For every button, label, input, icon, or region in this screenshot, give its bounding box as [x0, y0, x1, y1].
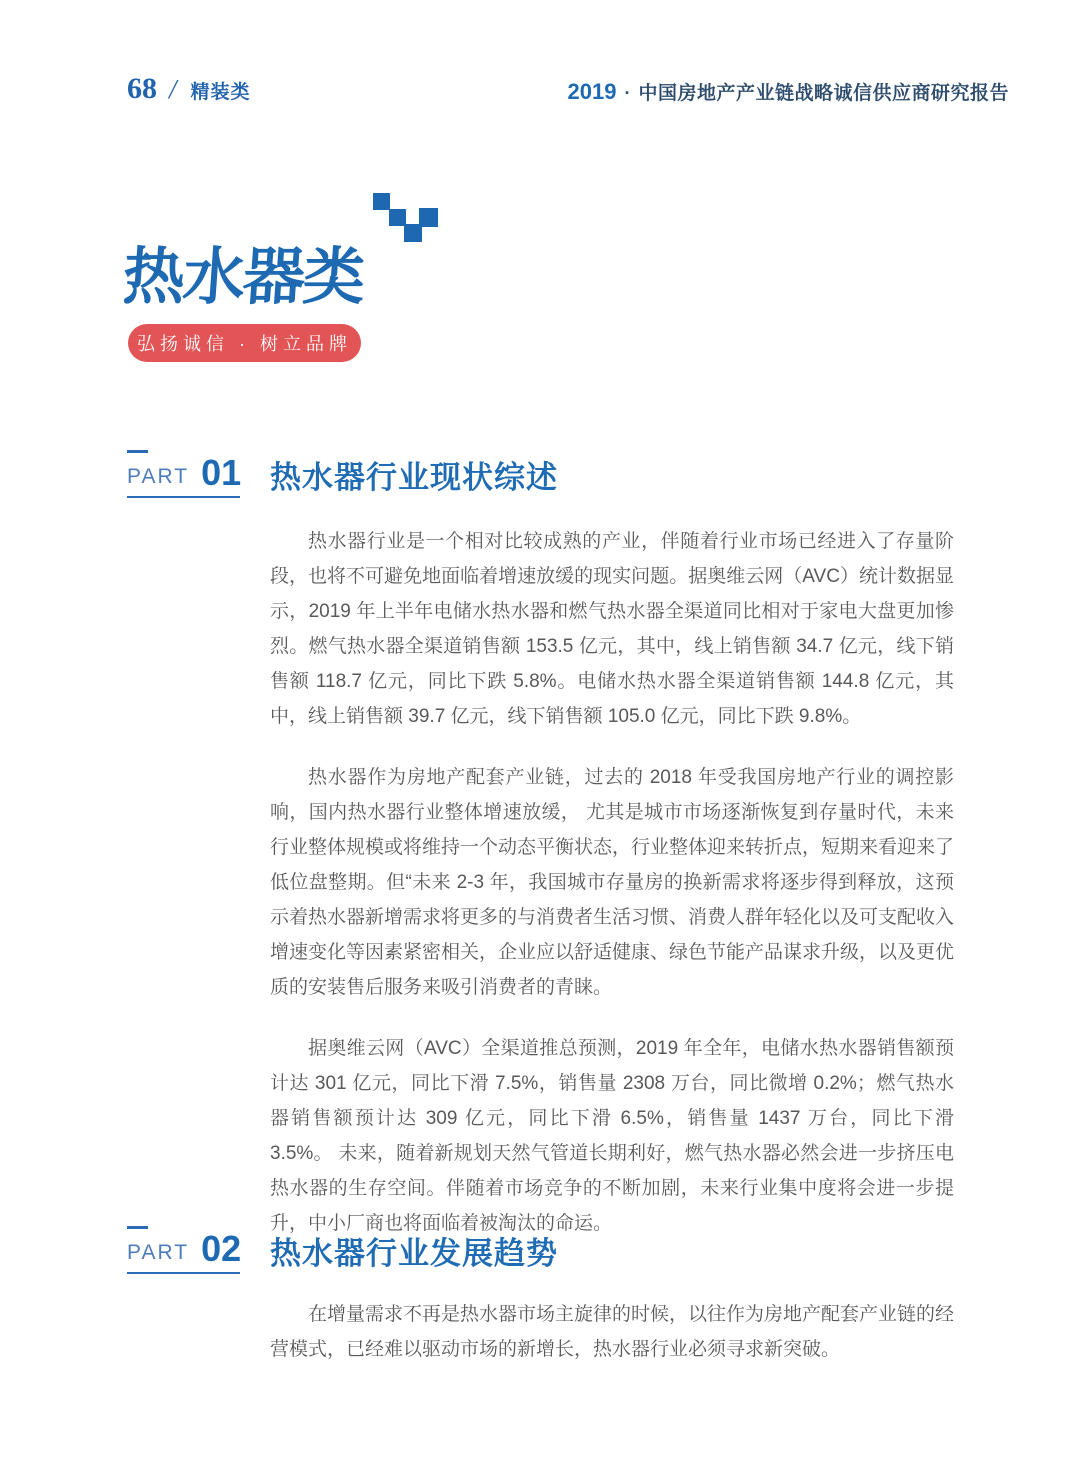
slogan-badge: 弘扬诚信 · 树立品牌 [128, 324, 361, 362]
header-year: 2019 [567, 79, 617, 104]
report-title: 中国房地产产业链战略诚信供应商研究报告 [638, 83, 1009, 104]
section-1-body [270, 524, 954, 1241]
logo-square [373, 193, 390, 210]
part-number: 01 [201, 452, 242, 493]
section-1-title: 热水器行业现状综述 [270, 460, 558, 495]
part-02-label [127, 1226, 240, 1274]
tick-line [127, 1226, 148, 1229]
part-01-label [127, 450, 240, 498]
paragraph: 在增量需求不再是热水器市场主旋律的时候，以往作为房地产配套产业链的经营模式，已经难以驱动市场的新增长，热水器行业必须寻求新突破。 [270, 1304, 955, 1360]
paragraph: 据奥维云网（AVC）全渠道推总预测，2019 年全年，电储水热水器销售额预计达 301 亿元，同比下滑 7.5%，销售量 2308 万台，同比微增 0.2%；燃气热水器销售额预计达 309 亿元，同比下滑 6.5%，销售量 1437 万台，同比下滑 3.5%。 未来，随着新规划天然气管道长期利好，燃气热水器必然会进一步挤压电热水器的生存空间。伴随着市场竞争的不断加剧，未来行业集中度将会进一步提升，中小厂商也将面临着被淘汰的命运。 [270, 1038, 954, 1234]
header-left [127, 72, 251, 106]
header-dot-separator: · [624, 83, 631, 103]
category-title: 热水器类 [120, 243, 366, 312]
page-number: 68 [127, 72, 157, 105]
part-word: PART [127, 464, 190, 488]
underline [127, 496, 240, 498]
paragraph: 热水器作为房地产配套产业链，过去的 2018 年受我国房地产行业的调控影响，国内热水器行业整体增速放缓， 尤其是城市市场逐渐恢复到存量时代，未来行业整体规模或将维持一个动态平衡状态，行业整体迎来转折点，短期来看迎来了低位盘整期。但“未来 2-3 年，我国城市存量房的换新需求将逐步得到释放，这预示着热水器新增需求将更多的与消费者生活习惯、消费人群年轻化以及可支配收入增速变化等因素紧密相关，企业应以舒适健康、绿色节能产品谋求升级，以及更优质的安装售后服务来吸引消费者的青睐。 [270, 767, 955, 998]
logo-square [419, 208, 438, 227]
header-slash: / [169, 74, 177, 104]
section-2-title: 热水器行业发展趋势 [270, 1236, 558, 1271]
part-number: 02 [201, 1228, 242, 1269]
underline [127, 1272, 240, 1274]
paragraph: 热水器行业是一个相对比较成熟的产业，伴随着行业市场已经进入了存量阶段，也将不可避免地面临着增速放缓的现实问题。据奥维云网（AVC）统计数据显示，2019 年上半年电储水热水器和燃气热水器全渠道同比相对于家电大盘更加惨烈。燃气热水器全渠道销售额 153.5 亿元，其中，线上销售额 34.7 亿元，线下销售额 118.7 亿元，同比下跌 5.8%。电储水热水器全渠道销售额 144.8 亿元，其中，线上销售额 39.7 亿元，线下销售额 105.0 亿元，同比下跌 9.8%。 [270, 531, 954, 727]
header-category: 精装类 [190, 82, 251, 103]
part-word: PART [127, 1240, 190, 1264]
section-2-body [270, 1297, 954, 1367]
pixel-checkmark-icon [373, 192, 439, 246]
tick-line [127, 450, 148, 453]
header-right [568, 78, 1009, 105]
